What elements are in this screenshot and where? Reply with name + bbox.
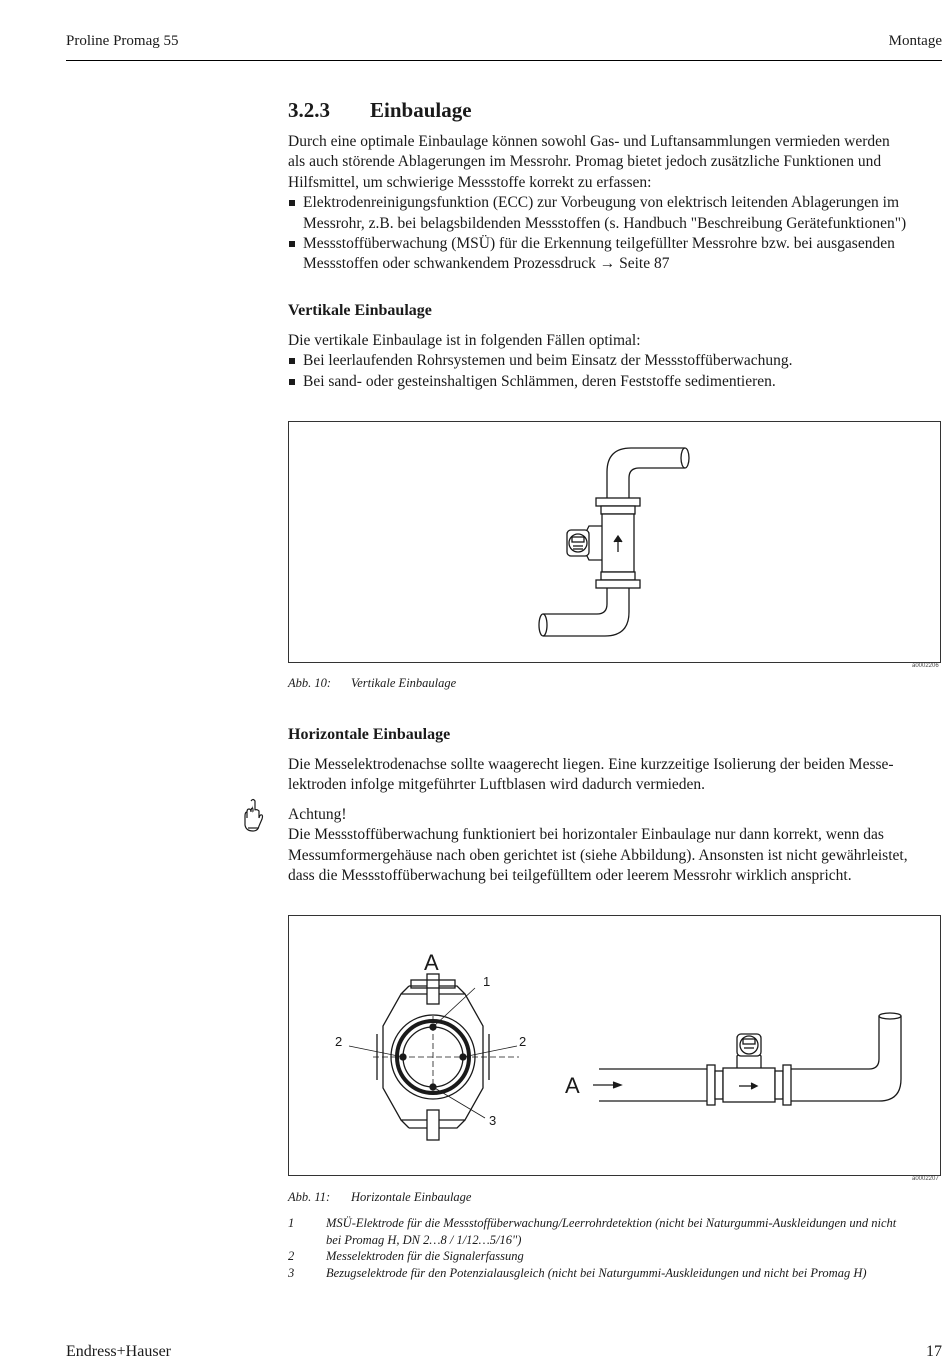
- bullet-ecc: [288, 193, 943, 234]
- legend-item: [288, 1248, 943, 1265]
- figure-horizontal-installation: [288, 915, 941, 1176]
- warning-line: Messumformergehäuse nach oben gerichtet ist (siehe Abbildung). Ansonsten ist nicht gewährleistet,: [288, 846, 908, 864]
- view-label-a-side: A: [565, 1073, 580, 1098]
- warning-title: Achtung!: [288, 805, 347, 823]
- horizontal-block: [288, 755, 943, 886]
- vertical-bullet: Bei leerlaufenden Rohrsystemen und beim Einsatz der Messstoffüberwachung.: [288, 351, 943, 371]
- vertical-bullet: Bei sand- oder gesteinshaltigen Schlämmen, deren Feststoffe sedimentieren.: [288, 372, 943, 392]
- page-number: 17: [926, 1343, 942, 1360]
- intro-line: Durch eine optimale Einbaulage können sowohl Gas- und Luftansammlungen vermieden werden: [288, 133, 890, 150]
- warning-line: dass die Messstoffüberwachung bei teilgefülltem oder leerem Messrohr wirklich anspricht.: [288, 867, 852, 885]
- section-title-text: Einbaulage: [370, 98, 472, 122]
- legend-text: bei Promag H, DN 2…8 / 1/12…5/16"): [326, 1232, 522, 1247]
- view-label-a-top: A: [424, 950, 439, 975]
- header-product-name: Proline Promag 55: [66, 33, 179, 49]
- section-number: 3.2.3: [288, 98, 330, 122]
- figure-caption: [288, 1190, 471, 1205]
- bullet-line: Elektrodenreinigungsfunktion (ECC) zur Vorbeugung von elektrisch leitenden Ablagerungen im: [303, 194, 900, 212]
- bullet-line: Messrohr, z.B. bei belagsbildenden Messstoffen (s. Handbuch "Beschreibung Gerätefunktionen"): [303, 214, 907, 232]
- legend-item: [288, 1215, 943, 1248]
- vertical-pipe-diagram: [289, 422, 940, 662]
- footer-company: Endress+Hauser: [66, 1343, 171, 1360]
- figure-caption-text: Vertikale Einbaulage: [351, 676, 457, 690]
- vertical-intro: Die vertikale Einbaulage ist in folgenden Fällen optimal:: [288, 332, 641, 349]
- intro-block: [288, 132, 943, 275]
- legend-text: Bezugselektrode für den Potenzialausgleich (nicht bei Naturgummi-Auskleidungen und nicht bei Promag H): [326, 1265, 867, 1280]
- legend-number: 2: [288, 1249, 295, 1264]
- pointing-hand-icon: [241, 798, 265, 834]
- label-2-right: 2: [519, 1034, 527, 1049]
- horizontal-heading: Horizontale Einbaulage: [288, 726, 451, 743]
- intro-line: Hilfsmittel, um schwierige Messstoffe korrekt zu erfassen:: [288, 173, 652, 191]
- figure-vertical-installation: [288, 421, 941, 663]
- figure-caption-label: Abb. 10:: [288, 676, 332, 690]
- warning-line: Die Messstoffüberwachung funktioniert bei horizontaler Einbaulage nur dann korrekt, wenn das: [288, 826, 884, 844]
- vertical-block: [288, 331, 943, 392]
- intro-line: als auch störende Ablagerungen im Messrohr. Promag bietet jedoch zusätzliche Funktionen und: [288, 153, 882, 171]
- header-rule: [66, 60, 942, 61]
- figure-caption-text: Horizontale Einbaulage: [351, 1190, 472, 1204]
- figure-legend: [288, 1215, 943, 1281]
- figure-id: a0002207: [912, 1176, 939, 1182]
- label-1: 1: [483, 974, 491, 989]
- legend-number: 1: [288, 1216, 295, 1230]
- header-chapter-title: Montage: [888, 33, 942, 49]
- figure-caption: [288, 676, 456, 691]
- label-3: 3: [489, 1113, 497, 1128]
- legend-number: 3: [288, 1265, 295, 1280]
- figure-id: a0002206: [912, 663, 939, 669]
- horizontal-pipe-diagram: [289, 916, 940, 1175]
- bullet-line: Messstoffen oder schwankendem Prozessdruck → Seite 87: [303, 255, 670, 273]
- horizontal-line: lektroden infolge mitgeführter Luftblasen wird dadurch vermieden.: [288, 776, 706, 794]
- bullet-msu: [288, 234, 943, 275]
- legend-text: MSÜ-Elektrode für die Messstoffüberwachung/Leerrohrdetektion (nicht bei Naturgummi-Auskleidungen und nicht: [326, 1216, 897, 1230]
- legend-text: Messelektroden für die Signalerfassung: [326, 1249, 524, 1264]
- legend-item: [288, 1265, 943, 1282]
- figure-caption-label: Abb. 11:: [288, 1190, 331, 1204]
- horizontal-line: Die Messelektrodenachse sollte waagerecht liegen. Eine kurzzeitige Isolierung der beiden Messe-: [288, 756, 894, 773]
- label-2-left: 2: [335, 1034, 343, 1049]
- section-title: [288, 98, 943, 123]
- vertical-heading: Vertikale Einbaulage: [288, 302, 432, 319]
- bullet-line: Messstoffüberwachung (MSÜ) für die Erkennung teilgefüllter Messrohre bzw. bei ausgasenden: [303, 235, 895, 253]
